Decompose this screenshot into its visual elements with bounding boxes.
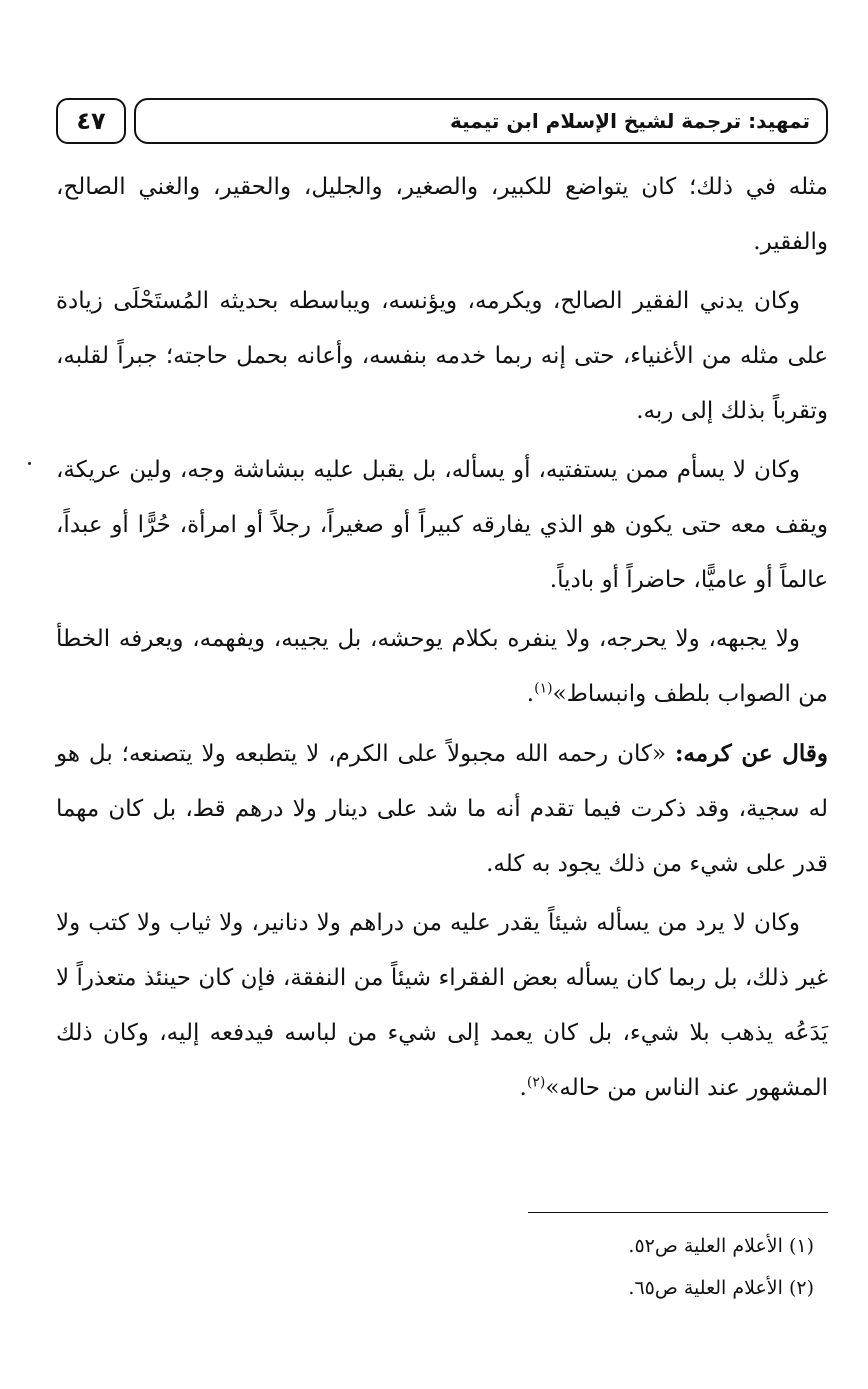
running-title: تمهيد: ترجمة لشيخ الإسلام ابن تيمية [134, 98, 828, 144]
body-text [56, 160, 828, 1120]
paragraph-4-text: ولا يجبهه، ولا يحرجه، ولا ينفره بكلام يوحشه، بل يجيبه، ويفهمه، ويعرفه الخطأ من الصواب بلطف وانبساط» [56, 626, 828, 707]
paragraph-3-text: وكان لا يسأم ممن يستفتيه، أو يسأله، بل يقبل عليه ببشاشة وجه، ولين عريكة، ويقف معه حتى يكون هو الذي يفارقه كبيراً أو صغيراً، رجلاً أو امرأة، حُرًّا أو عبداً، عالماً أو عاميًّا، حاضراً أو بادياً. [56, 457, 828, 593]
footnote-1: (١) الأعلام العلية ص٥٢. [628, 1235, 814, 1257]
paragraph-5-lead: وقال عن كرمه: [674, 740, 828, 767]
paragraph-4-tail: . [526, 681, 535, 707]
paragraph-6-text: وكان لا يرد من يسأله شيئاً يقدر عليه من دراهم ولا دنانير، ولا ثياب ولا كتب ولا غير ذلك، بل ربما كان يسأله بعض الفقراء شيئاً من النفقة، فإن كان حينئذ متعذراً لا يَدَعُه يذهب بلا شيء، بل كان يعمد إلى شيء من لباسه فيدفعه إليه، وكان ذلك المشهور عند الناس من حاله» [56, 910, 828, 1101]
paragraph-1 [56, 160, 828, 270]
footnote-ref-2[interactable]: (٢) [526, 1074, 546, 1091]
page-header [56, 98, 828, 148]
paragraph-1-text: مثله في ذلك؛ كان يتواضع للكبير، والصغير، والجليل، والحقير، والغني الصالح، والفقير. [56, 174, 828, 255]
paragraph-6-tail: . [519, 1075, 527, 1101]
paragraph-6 [56, 896, 828, 1116]
paragraph-2 [56, 274, 828, 439]
footnote-ref-1[interactable]: (١) [534, 680, 553, 697]
stray-mark [28, 462, 31, 465]
footnote-2: (٢) الأعلام العلية ص٦٥. [628, 1277, 814, 1299]
paragraph-4 [56, 612, 828, 722]
paragraph-5 [56, 726, 828, 892]
footnote-divider [528, 1212, 828, 1213]
footnotes [56, 1212, 828, 1309]
page-number: ٤٧ [56, 98, 126, 144]
paragraph-3 [56, 443, 828, 608]
paragraph-5-text: «كان رحمه الله مجبولاً على الكرم، لا يتطبعه ولا يتصنعه؛ بل هو له سجية، وقد ذكرت فيما تقدم أنه ما شد على دينار ولا درهم قط، بل كان مهما قدر على شيء من ذلك يجود به كله. [56, 741, 828, 877]
paragraph-2-text: وكان يدني الفقير الصالح، ويكرمه، ويؤنسه، ويباسطه بحديثه المُستَحْلَى زيادة على مثله من الأغنياء، حتى إنه ربما خدمه بنفسه، وأعانه بحمل حاجته؛ جبراً لقلبه، وتقرباً بذلك إلى ربه. [56, 288, 828, 424]
